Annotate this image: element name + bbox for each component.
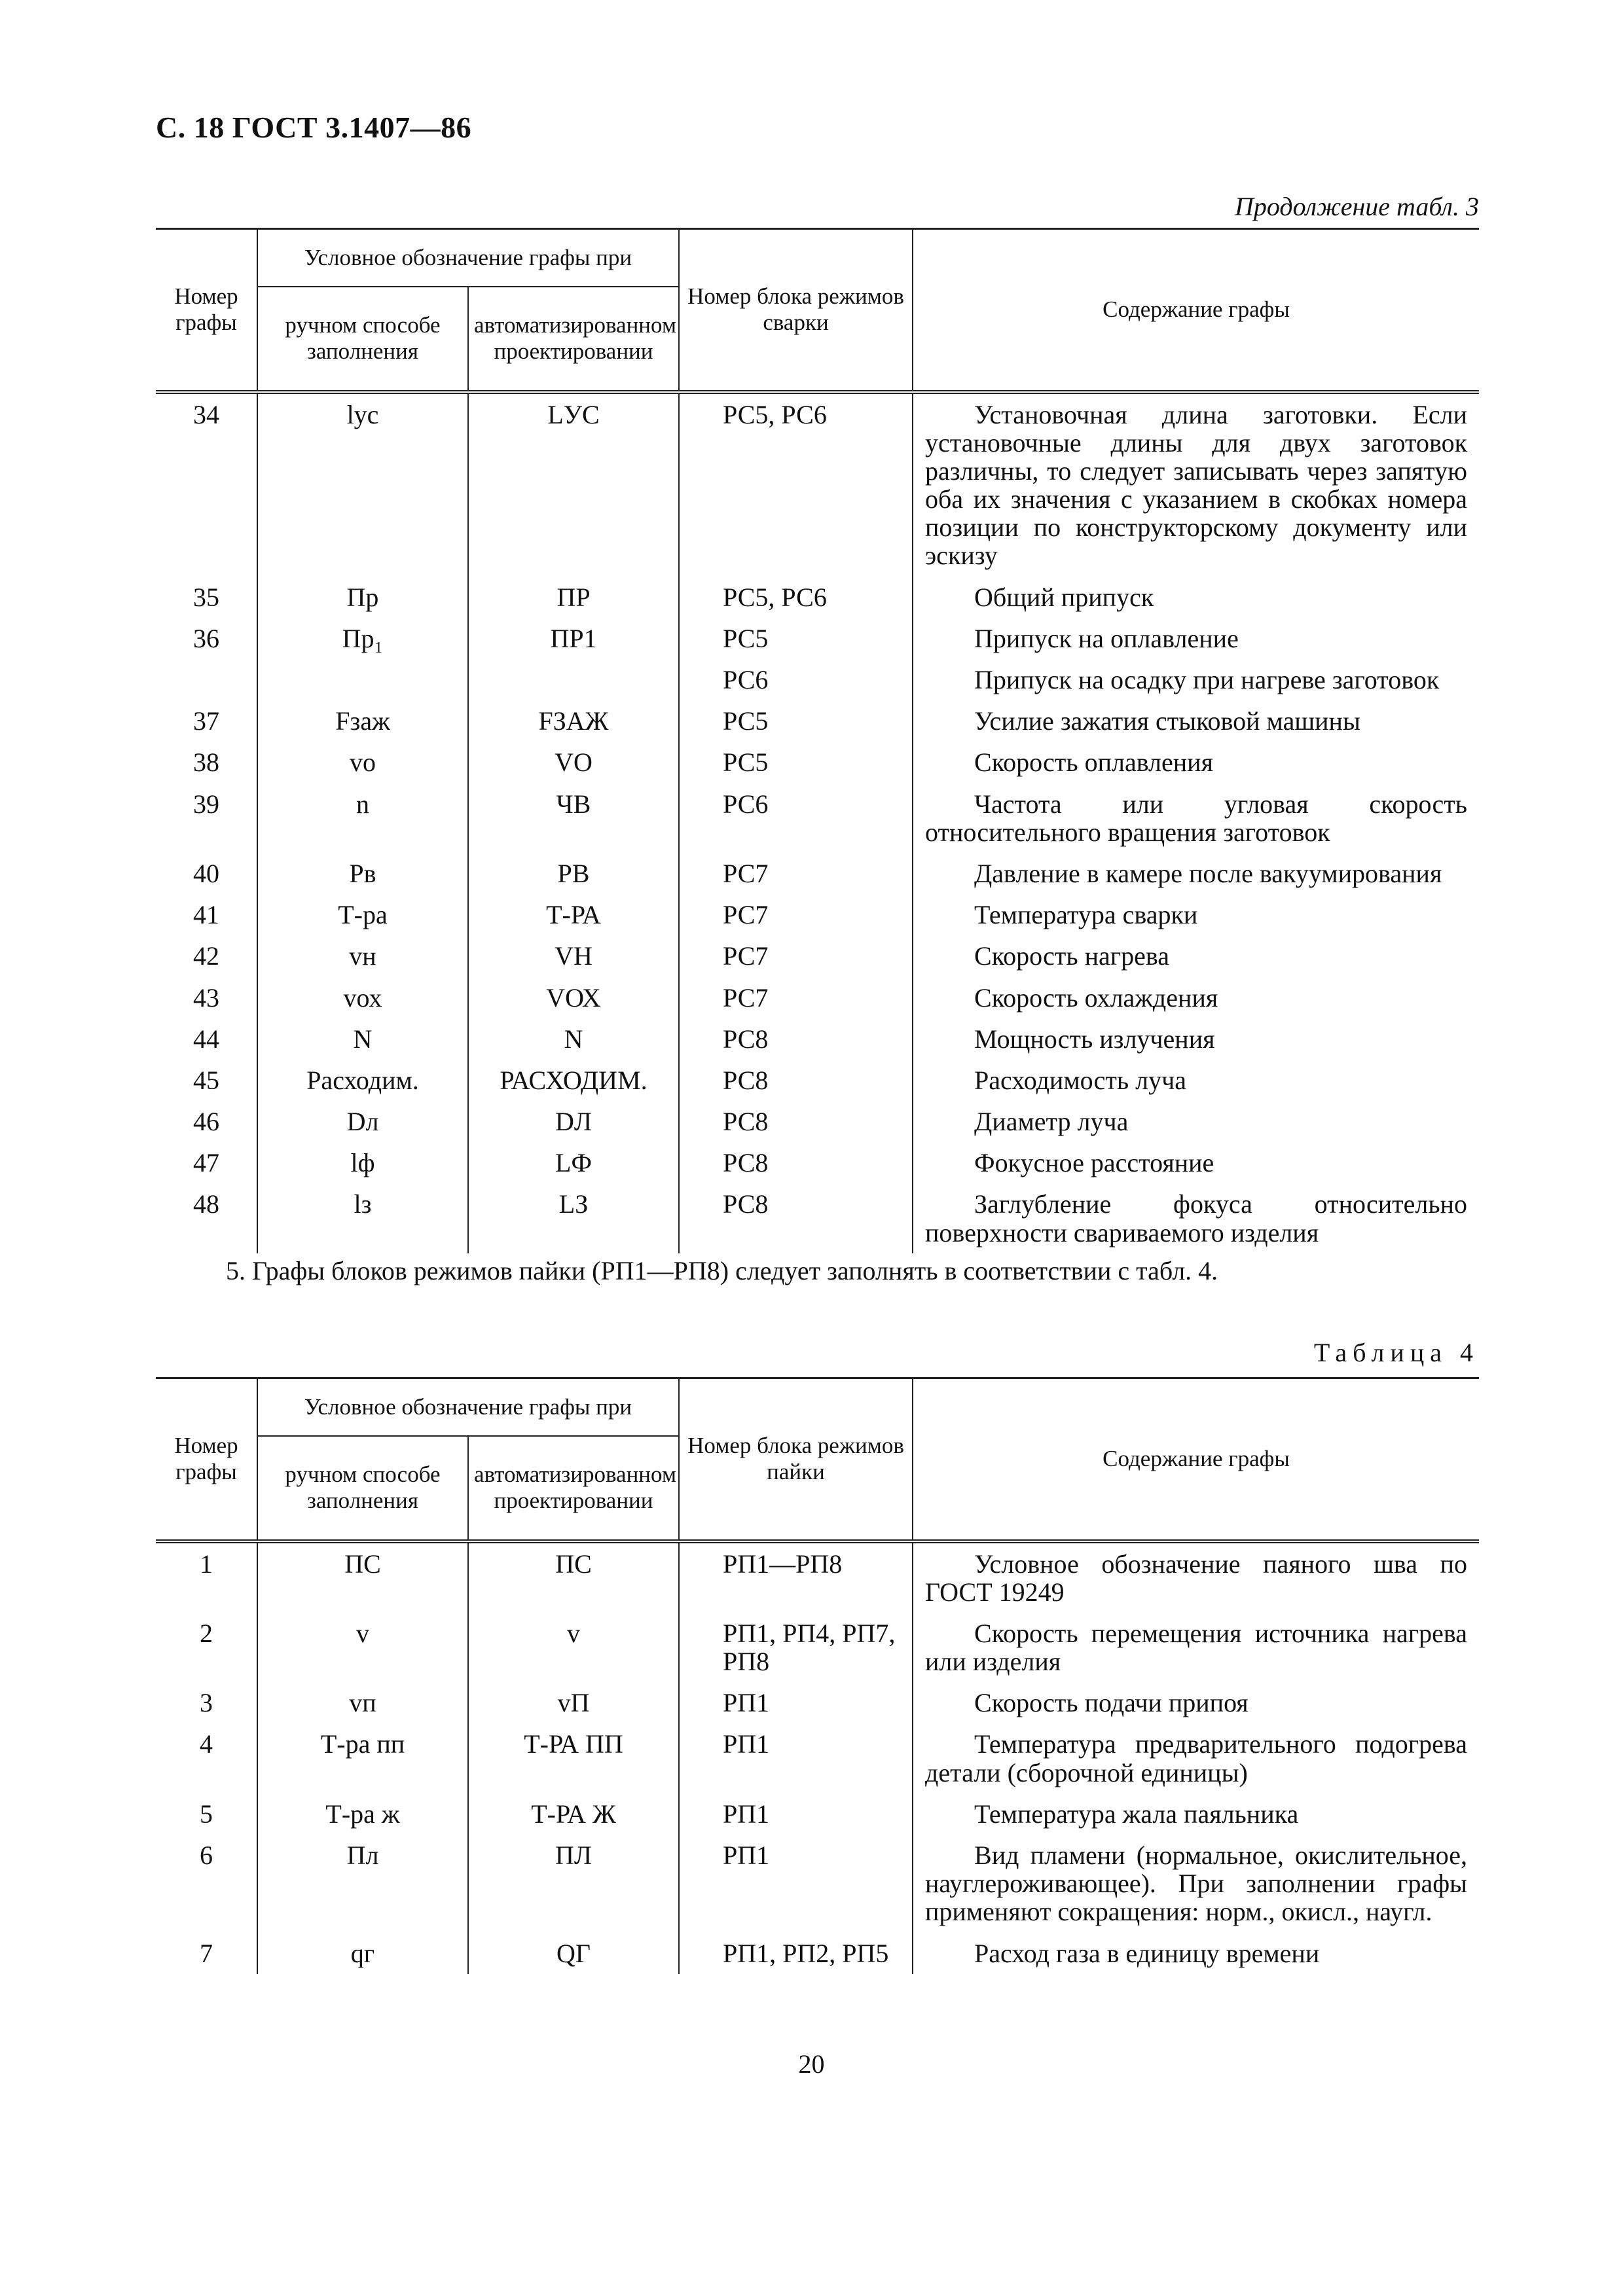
block-number: РС7 (679, 935, 913, 977)
block-number: РП1 (679, 1682, 913, 1723)
manual-symbol: n (257, 783, 468, 853)
manual-symbol: Пр₁ (257, 618, 468, 659)
block-number: РП1—РП8 (679, 1541, 913, 1613)
manual-symbol: qг (257, 1933, 468, 1974)
block-number: РП1 (679, 1793, 913, 1835)
automated-symbol: VО (468, 742, 679, 783)
row-number: 45 (193, 1065, 219, 1095)
block-number: РС8 (679, 1142, 913, 1183)
block-number: РС5, РС6 (679, 577, 913, 618)
automated-symbol: LУС (468, 392, 679, 577)
row-number: 3 (200, 1688, 213, 1718)
row-content: Припуск на осадку при нагреве заготовок (913, 659, 1479, 700)
manual-symbol: N (257, 1018, 468, 1060)
block-number: РС6 (679, 783, 913, 853)
table-row (156, 659, 1479, 700)
manual-symbol: Dл (257, 1101, 468, 1142)
table-row (156, 1793, 1479, 1835)
automated-symbol: ПР1 (468, 618, 679, 659)
manual-symbol: Т-ра ж (257, 1793, 468, 1835)
automated-symbol: Т-РА (468, 894, 679, 935)
table-row (156, 1060, 1479, 1101)
table-continuation-note: Продолжение табл. 3 (1234, 192, 1479, 221)
table-row (156, 577, 1479, 618)
row-content: Расходимость луча (913, 1060, 1479, 1101)
row-number: 2 (200, 1618, 213, 1648)
block-number: РС5 (679, 618, 913, 659)
automated-symbol: DЛ (468, 1101, 679, 1142)
block-number: РС5 (679, 742, 913, 783)
manual-symbol: lф (257, 1142, 468, 1183)
block-number: РС7 (679, 894, 913, 935)
table-row (156, 935, 1479, 977)
header-automated: автоматизированном проектировании (468, 1436, 679, 1541)
row-content: Скорость подачи припоя (913, 1682, 1479, 1723)
automated-symbol: РАСХОДИМ. (468, 1060, 679, 1101)
row-number: 42 (193, 941, 219, 971)
row-content: Давление в камере после вакуумирования (913, 853, 1479, 894)
row-content: Температура жала паяльника (913, 1793, 1479, 1835)
row-content: Вид пламени (нормальное, окислительное, науглероживающее). При заполнении графы применяют сокращения: норм., окисл., наугл. (913, 1835, 1479, 1933)
header-symbol-group: Условное обозначение графы при (257, 1378, 679, 1436)
row-content: Заглубление фокуса относительно поверхности свариваемого изделия (913, 1183, 1479, 1253)
block-number: РП1, РП2, РП5 (679, 1933, 913, 1974)
row-content: Общий припуск (913, 577, 1479, 618)
header-block-number: Номер блока режимов пайки (679, 1378, 913, 1541)
table-3 (156, 228, 1479, 1253)
manual-symbol: v (257, 1613, 468, 1682)
block-number: РС7 (679, 977, 913, 1018)
table-row (156, 742, 1479, 783)
paragraph-5: 5. Графы блоков режимов пайки (РП1—РП8) следует заполнять в соответствии с табл. 4. (226, 1256, 1218, 1285)
automated-symbol: РВ (468, 853, 679, 894)
row-number: 35 (193, 582, 219, 612)
automated-symbol: ПЛ (468, 1835, 679, 1933)
row-number: 44 (193, 1024, 219, 1054)
row-number: 4 (200, 1729, 213, 1759)
block-number: РС6 (679, 659, 913, 700)
header-content: Содержание графы (913, 1378, 1479, 1541)
row-content: Скорость нагрева (913, 935, 1479, 977)
row-content: Температура сварки (913, 894, 1479, 935)
row-number: 46 (193, 1107, 219, 1137)
automated-symbol: ЧВ (468, 783, 679, 853)
automated-symbol: LФ (468, 1142, 679, 1183)
header-block-number: Номер блока режимов сварки (679, 229, 913, 392)
row-content: Диаметр луча (913, 1101, 1479, 1142)
row-number: 5 (200, 1799, 213, 1829)
table-row (156, 783, 1479, 853)
table-row (156, 977, 1479, 1018)
table-row (156, 618, 1479, 659)
table-row (156, 700, 1479, 742)
table-row (156, 1933, 1479, 1974)
manual-symbol: Fзаж (257, 700, 468, 742)
automated-symbol: VОХ (468, 977, 679, 1018)
manual-symbol: Пр (257, 577, 468, 618)
manual-symbol: vох (257, 977, 468, 1018)
header-symbol-group: Условное обозначение графы при (257, 229, 679, 287)
manual-symbol: Т-ра пп (257, 1723, 468, 1793)
automated-symbol: N (468, 1018, 679, 1060)
header-number: Номер графы (156, 229, 257, 392)
row-number: 34 (193, 399, 219, 429)
row-content: Расход газа в единицу времени (913, 1933, 1479, 1974)
row-number: 48 (193, 1189, 219, 1219)
header-content: Содержание графы (913, 229, 1479, 392)
row-content: Условное обозначение паяного шва по ГОСТ 19249 (913, 1541, 1479, 1613)
block-number: РС5 (679, 700, 913, 742)
block-number: РС8 (679, 1101, 913, 1142)
table-row (156, 1018, 1479, 1060)
row-content: Скорость перемещения источника нагрева или изделия (913, 1613, 1479, 1682)
automated-symbol: Т-РА Ж (468, 1793, 679, 1835)
row-number: 43 (193, 982, 219, 1013)
manual-symbol: ПС (257, 1541, 468, 1613)
header-manual: ручном способе заполнения (257, 1436, 468, 1541)
block-number: РП1 (679, 1723, 913, 1793)
header-automated: автоматизированном проектировании (468, 287, 679, 392)
table-row (156, 1682, 1479, 1723)
manual-symbol: Расходим. (257, 1060, 468, 1101)
row-content: Мощность излучения (913, 1018, 1479, 1060)
manual-symbol: vп (257, 1682, 468, 1723)
header-number: Номер графы (156, 1378, 257, 1541)
row-number: 6 (200, 1840, 213, 1870)
row-number: 39 (193, 789, 219, 819)
table-row (156, 1101, 1479, 1142)
row-number: 37 (193, 706, 219, 736)
table-row (156, 1613, 1479, 1682)
header-manual: ручном способе заполнения (257, 287, 468, 392)
automated-symbol: QГ (468, 1933, 679, 1974)
row-number: 36 (193, 623, 219, 653)
table-row (156, 392, 1479, 577)
automated-symbol: ПС (468, 1541, 679, 1613)
automated-symbol: v (468, 1613, 679, 1682)
table-row (156, 853, 1479, 894)
row-content: Фокусное расстояние (913, 1142, 1479, 1183)
row-content: Частота или угловая скорость относительного вращения заготовок (913, 783, 1479, 853)
table-3-body (156, 392, 1479, 1253)
table-row (156, 1835, 1479, 1933)
manual-symbol: Рв (257, 853, 468, 894)
automated-symbol: vП (468, 1682, 679, 1723)
row-content: Температура предварительного подогрева детали (сборочной единицы) (913, 1723, 1479, 1793)
table-row (156, 1142, 1479, 1183)
manual-symbol: lус (257, 392, 468, 577)
table-row (156, 1723, 1479, 1793)
manual-symbol: vн (257, 935, 468, 977)
table-4 (156, 1377, 1479, 1974)
table-4-header (156, 1378, 1479, 1541)
row-number: 41 (193, 900, 219, 930)
row-number: 38 (193, 747, 219, 778)
block-number: РС8 (679, 1183, 913, 1253)
automated-symbol: LЗ (468, 1183, 679, 1253)
automated-symbol: FЗАЖ (468, 700, 679, 742)
block-number: РС5, РС6 (679, 392, 913, 577)
automated-symbol (468, 659, 679, 700)
table-4-body (156, 1541, 1479, 1974)
block-number: РС8 (679, 1018, 913, 1060)
row-content: Усилие зажатия стыковой машины (913, 700, 1479, 742)
manual-symbol (257, 659, 468, 700)
manual-symbol: lз (257, 1183, 468, 1253)
manual-symbol: Т-ра (257, 894, 468, 935)
table-row (156, 1541, 1479, 1613)
row-content: Припуск на оплавление (913, 618, 1479, 659)
block-number: РС7 (679, 853, 913, 894)
manual-symbol: Пл (257, 1835, 468, 1933)
block-number: РП1, РП4, РП7, РП8 (679, 1613, 913, 1682)
automated-symbol: ПР (468, 577, 679, 618)
table-row (156, 894, 1479, 935)
block-number: РС8 (679, 1060, 913, 1101)
row-number (156, 659, 257, 700)
page-header: С. 18 ГОСТ 3.1407—86 (156, 111, 472, 144)
row-content: Установочная длина заготовки. Если установочные длины для двух заготовок различны, то следует записывать через запятую оба их значения с указанием в скобках номера позиции по конструкторскому документу или эскизу (913, 392, 1479, 577)
page-number: 20 (798, 2049, 825, 2079)
table-3-header (156, 229, 1479, 392)
row-number: 1 (200, 1549, 213, 1579)
row-number: 40 (193, 858, 219, 888)
row-number: 47 (193, 1148, 219, 1178)
row-content: Скорость охлаждения (913, 977, 1479, 1018)
automated-symbol: VН (468, 935, 679, 977)
row-number: 7 (200, 1938, 213, 1968)
table-row (156, 1183, 1479, 1253)
manual-symbol: vо (257, 742, 468, 783)
automated-symbol: Т-РА ПП (468, 1723, 679, 1793)
table-4-caption: Таблица 4 (1313, 1338, 1479, 1367)
block-number: РП1 (679, 1835, 913, 1933)
row-content: Скорость оплавления (913, 742, 1479, 783)
